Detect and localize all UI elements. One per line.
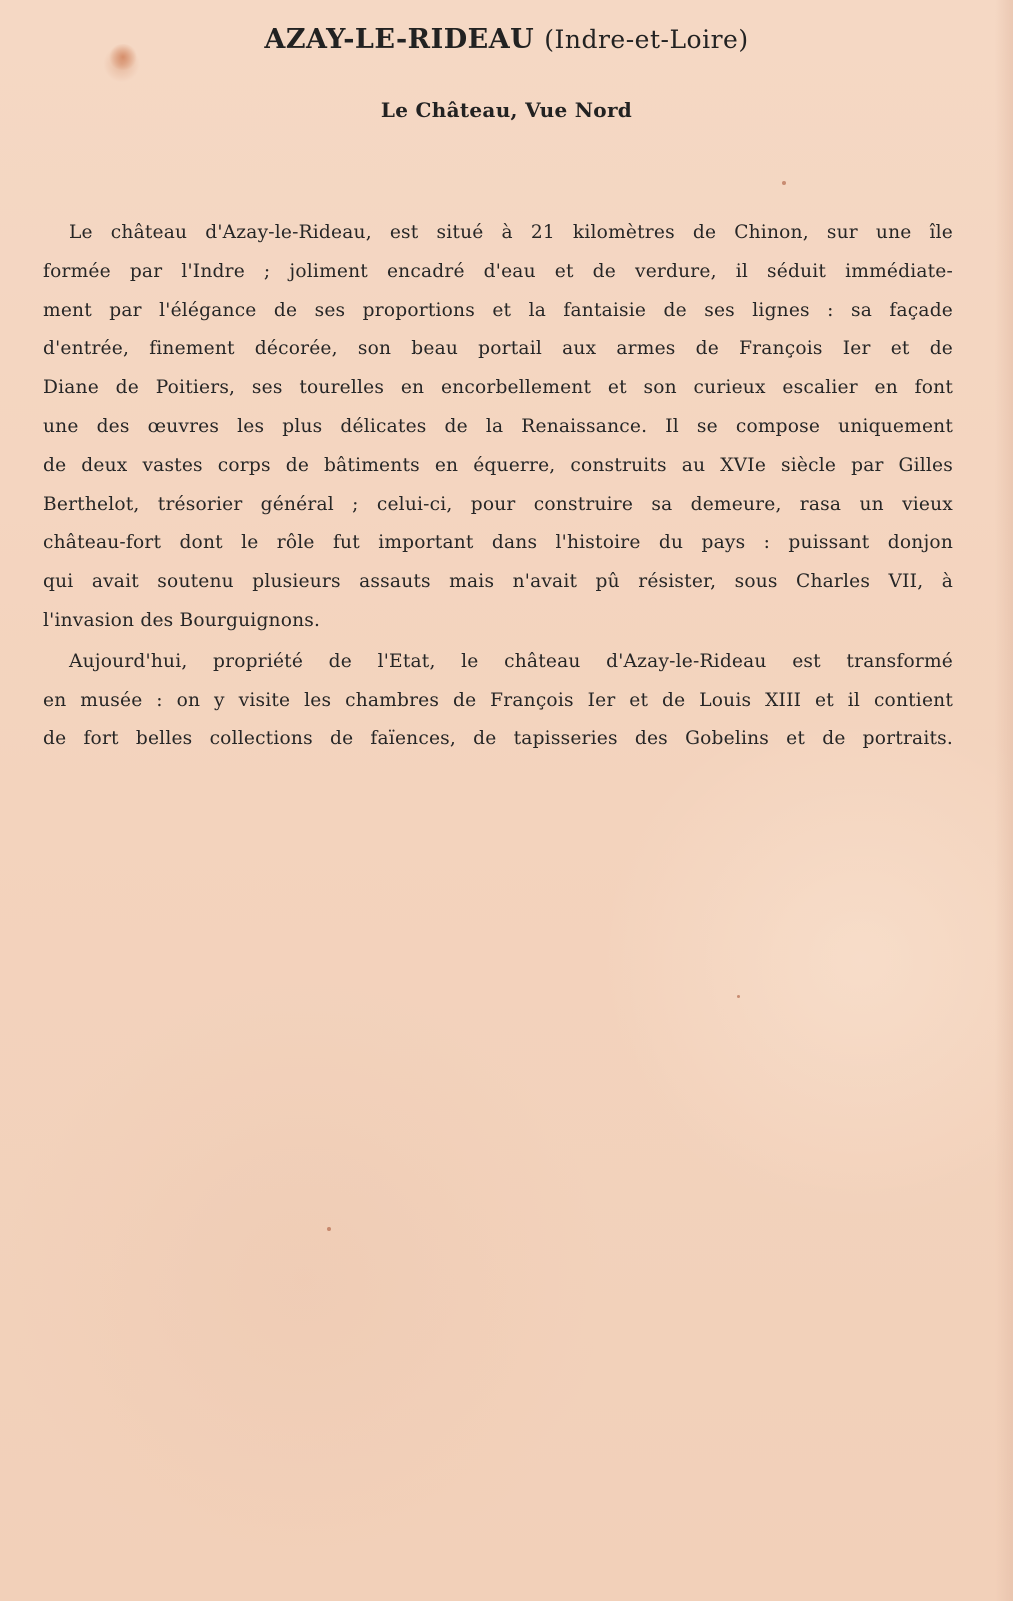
text-line: Diane de Poitiers, ses tourelles en encorbellement et son curieux escalier en font (43, 377, 953, 399)
text-line: château-fort dont le rôle fut important dans l'histoire du pays : puissant donjon (43, 532, 953, 554)
title-place: AZAY-LE-RIDEAU (264, 24, 535, 55)
text-line: l'invasion des Bourguignons. (43, 609, 321, 631)
paragraph-1 (43, 214, 953, 641)
title-region: (Indre-et-Loire) (544, 25, 749, 54)
text-line: de deux vastes corps de bâtiments en équerre, construits au XVIe siècle par Gilles (43, 454, 953, 476)
text-line: de fort belles collections de faïences, de tapisseries des Gobelins et de portraits. (43, 728, 953, 750)
paper-speck (782, 181, 786, 185)
paragraph-2 (43, 643, 953, 759)
paper-speck (327, 1227, 331, 1231)
paper-edge-shadow (995, 0, 1013, 1601)
text-line: en musée : on y visite les chambres de François Ier et de Louis XIII et il contient (43, 689, 953, 711)
page-subtitle: Le Château, Vue Nord (380, 98, 633, 122)
text-line: Le château d'Azay-le-Rideau, est situé à 21 kilomètres de Chinon, sur une île (69, 222, 953, 243)
text-line: Aujourd'hui, propriété de l'Etat, le château d'Azay-le-Rideau est transformé (69, 650, 953, 672)
description-text (43, 214, 953, 759)
text-line: formée par l'Indre ; joliment encadré d'eau et de verdure, il séduit immédiate- (43, 260, 953, 282)
paper-speck (737, 995, 740, 998)
text-line: Berthelot, trésorier général ; celui-ci, pour construire sa demeure, rasa un vieux (43, 493, 953, 515)
text-line: qui avait soutenu plusieurs assauts mais n'avait pû résister, sous Charles VII, à (43, 571, 953, 593)
text-line: d'entrée, finement décorée, son beau portail aux armes de François Ier et de (43, 338, 953, 360)
page-title (0, 24, 1013, 55)
text-line: ment par l'élégance de ses proportions et la fantaisie de ses lignes : sa façade (43, 299, 953, 321)
text-line: une des œuvres les plus délicates de la Renaissance. Il se compose uniquement (43, 415, 953, 437)
